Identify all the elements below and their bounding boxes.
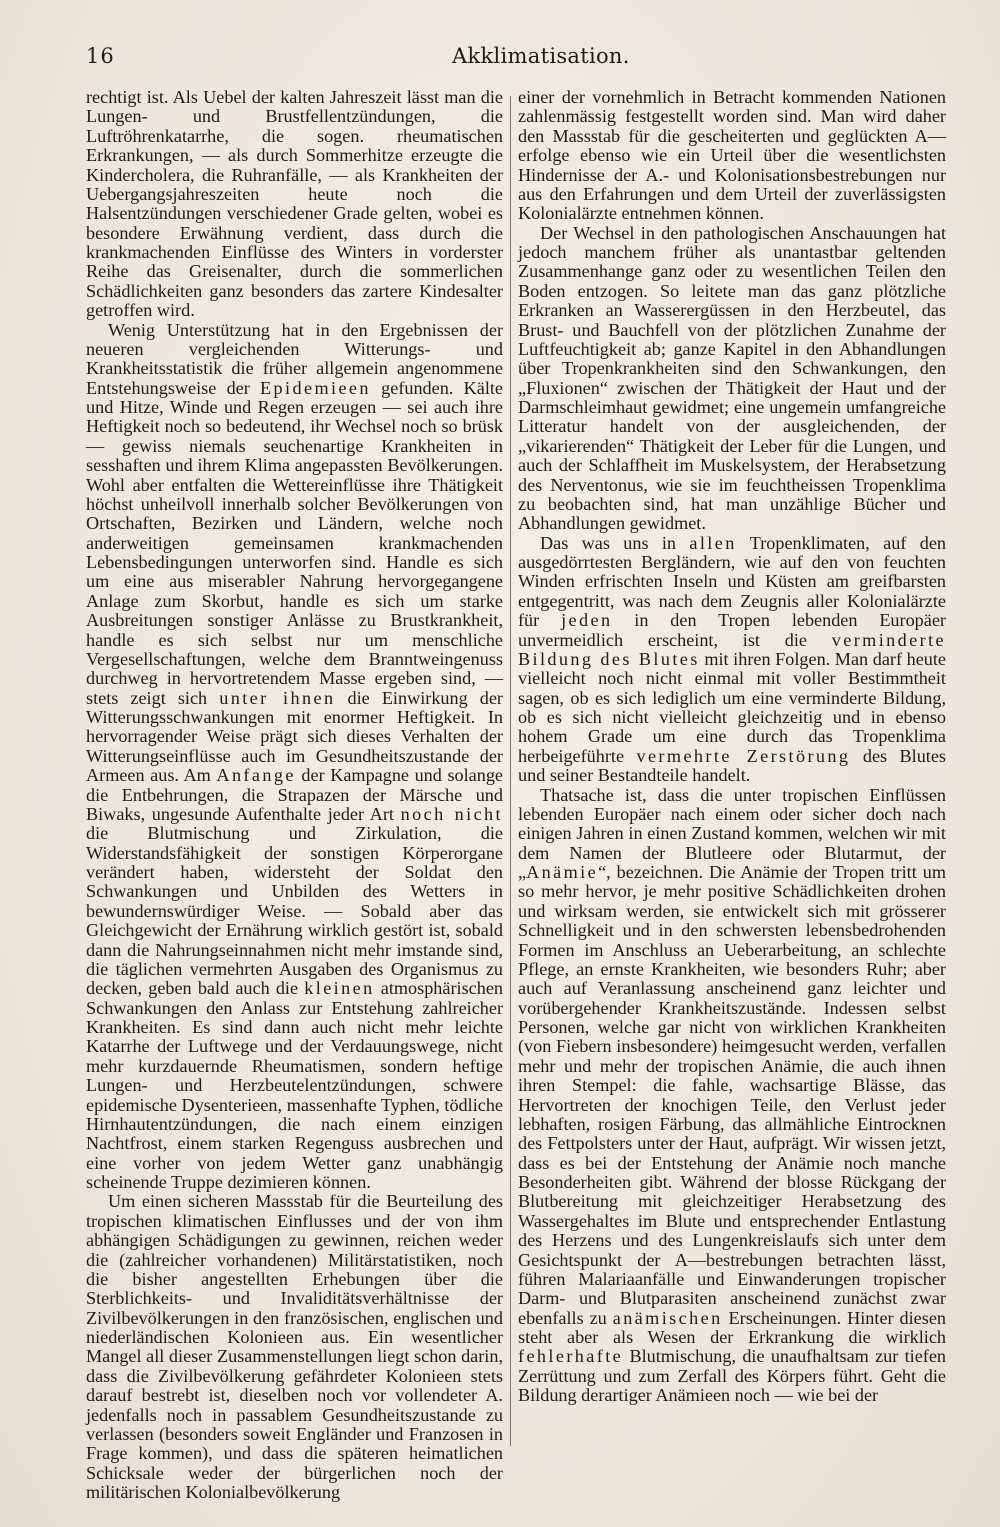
emphasized-text: fehlerhafte: [518, 1346, 624, 1367]
paragraph: [518, 534, 946, 786]
text-run: in den Tropen lebenden Europäer unvermeidlich erscheint, ist die: [518, 610, 946, 650]
text-run: die Einwirkung der Witterungsschwankungen mit enormer Heftigkeit. In hervorragender Weise prägt sich dieses Verhalten der Witterungseinflüsse auch im Gesundheitszustande der Armeen aus. Am: [86, 687, 503, 786]
paragraph: [86, 88, 503, 321]
paragraph: [86, 321, 503, 1193]
text-run: mit ihren Folgen. Man darf heute vielleicht noch nicht einmal mit voller Bestimmtheit sagen, ob es sich lediglich um eine verminderte Bildung, ob es sich nicht vielleicht gleichzeitig und in ebenso hohem Grade um eine durch das Tropenklima herbeigeführte: [518, 648, 946, 766]
text-run: einer der vornehmlich in Betracht kommenden Nationen zahlenmässig festgestellt worden sind. Man wird daher den Massstab für die gescheiterten und geglückten A—erfolge ebenso wie ein Urteil über die wesentlichsten Hindernisse der A.- und Kolonisationsbestrebungen nur aus den Erfahrungen und dem Urteil der zuverlässigsten Kolonialärzte entnehmen können.: [518, 87, 946, 224]
text-column-right: [518, 88, 946, 1406]
text-run: Der Wechsel in den pathologischen Anschauungen hat jedoch manchem früher als unantastbar geltenden Zusammenhange ganz oder zu wesentlichen Teilen den Boden entzogen. So leitete man das ganz plötzliche Erkranken an Wasserergüssen in den Herzbeutel, das Brust- und Bauchfell von der plötzlichen Zunahme der Luftfeuchtigkeit ab; ganze Kapitel in den Abhandlungen über Tropenkrankheiten sind den Schwankungen, den „Fluxionen“ zwischen der Thätigkeit der Haut und der Darmschleimhaut gewidmet; eine ungemein umfangreiche Litteratur handelt von der ausgleichenden, der „vikarierenden“ Thätigkeit der Leber für die Lungen, und auch der Schlaffheit im Muskelsystem, der Herabsetzung des Nerventonus, wie sie im feuchtheissen Tropenklima zu beobachten sind, hat man unzählige Bücher und Abhandlungen gewidmet.: [518, 222, 946, 534]
text-run: “, bezeichnen. Die Anämie der Tropen tritt um so mehr hervor, je mehr positive Schädlichkeiten drohen und wirksam werden, sie entwickelt sich mit grösserer Schnelligkeit und in den schwersten lebensbedrohenden Formen im Anschluss an Ueberarbeitung, an schlechte Pflege, an ernste Krankheiten, wie besonders Ruhr; aber auch auf Veranlassung anscheinend ganz leichter und vorübergehender Krankheitszustände. Indessen selbst Personen, welche gar nicht von wirklichen Krankheiten (von Fiebern insbesondere) heimgesucht werden, verfallen mehr und mehr der tropischen Anämie, die auch ihnen ihren Stempel: die fahle, wachsartige Blässe, das Hervortreten der knochigen Teile, den Verlust jeder lebhaften, rosigen Färbung, das allmähliche Eintrocknen des Fettpolsters unter der Haut, aufprägt. Wir wissen jetzt, dass es bei der Entstehung der Anämie noch manche Besonderheiten gibt. Während der blosse Rückgang der Blutbereitung mit gleichzeitiger Herabsetzung des Wassergehaltes im Blute und entsprechender Entlastung des Herzens und des Lungenkreislaufs sich unter dem Gesichtspunkt der A—bestrebungen betrachten lässt, führen Malariaanfälle und Einwanderungen tropischer Darm- und Blutparasiten anscheinend zunächst zwar ebenfalls zu: [518, 862, 946, 1328]
paragraph: [86, 1192, 503, 1502]
text-column-left: [86, 88, 503, 1502]
text-run: des Blutes und seiner Bestandteile handelt.: [518, 745, 946, 786]
paragraph: [518, 224, 946, 534]
text-run: Wenig Unterstützung hat in den Ergebnissen der neueren vergleichenden Witterungs- und Krankheitsstatistik die früher allgemein angenommene Entstehungsweise der: [86, 319, 503, 398]
paragraph: [518, 88, 946, 224]
running-title: Akklimatisation.: [452, 44, 630, 68]
text-run: Thatsache ist, dass die unter tropischen Einflüssen lebenden Europäer nach einem oder sicher doch nach einigen Jahren in einen Zustand kommen, welchen wir mit dem Namen der Blutleere oder Blutarmut, der „: [518, 784, 946, 882]
emphasized-text: jeden: [561, 610, 613, 631]
emphasized-text: kleinen: [304, 978, 375, 999]
text-run: die Blutmischung und Zirkulation, die Widerstandsfähigkeit der sonstigen Körperorgane verändert haben, widersteht der Soldat den Schwankungen und Unbilden des Wetters in bewundernswürdiger Weise. — Sobald aber das Gleichgewicht der Ernährung wirklich gestört ist, sobald dann die Nahrungseinnahmen nicht mehr imstande sind, die täglichen vermehrten Ausgaben des Organismus zu decken, geben bald auch die: [86, 823, 503, 999]
paragraph: [518, 786, 946, 1406]
emphasized-text: vermehrte Zerstörung: [636, 745, 851, 766]
emphasized-text: allen: [689, 532, 737, 553]
text-run: gefunden. Kälte und Hitze, Winde und Regen erzeugen — sei auch ihre Heftigkeit noch so bedeutend, ihr Wechsel noch so brüsk — gewiss niemals seuchenartige Krankheiten in sesshaften und ihrem Klima angepassten Bevölkerungen. Wohl aber entfalten die Wettereinflüsse ihre Thätigkeit höchst unheilvoll innerhalb solcher Bevölkerungen von Ortschaften, Bezirken und Ländern, welche noch anderweitigen gemeinsamen krankmachenden Lebensbedingungen unterworfen sind. Handle es sich um eine aus miserabler Nahrung hervorgegangene Anlage zum Skorbut, handle es sich um starke Ausbreitungen sonstiger Anlässe zu Brustkrankheit, handle es sich selbst nur um menschliche Vergesellschaftungen, welche dem Branntweingenuss durchweg in hervortretendem Masse ergeben sind, — stets zeigt sich: [86, 377, 503, 708]
emphasized-text: verminderte Bildung des Blutes: [518, 629, 946, 669]
emphasized-text: Anfange: [216, 765, 296, 786]
text-run: der Kampagne und solange die Entbehrungen, die Strapazen der Märsche und Biwaks, ungesunde Aufenthalte jeder Art: [86, 765, 503, 824]
emphasized-text: unter ihnen: [219, 687, 336, 708]
text-run: Erscheinungen. Hinter diesen steht aber als Wesen der Erkrankung die wirklich: [518, 1307, 946, 1347]
emphasized-text: anämischen: [612, 1307, 723, 1328]
text-run: atmosphärischen Schwankungen den Anlass zur Entstehung zahlreicher Krankheiten. Es sind dann auch nicht mehr leichte Katarrhe der Luftwege und der Verdauungswege, nicht mehr kurzdauernde Rheumatismen, sondern heftige Lungen- und Herzbeutelentzündungen, schwere epidemische Dysenterieen, massenhafte Typhen, tödliche Hirnhautentzündungen, die nach einem einzigen Nachtfrost, einem starken Regenguss ausbrechen und eine vorher von jedem Wetter ganz unabhängig scheinende Truppe dezimieren können.: [86, 978, 503, 1192]
text-run: Um einen sicheren Massstab für die Beurteilung des tropischen klimatischen Einflusses und der von ihm abhängigen Schädigungen zu gewinnen, reichen weder die (zahlreicher vorhandenen) Militärstatistiken, noch die bisher angestellten Erhebungen über die Sterblichkeits- und Invaliditätsverhältnisse der Zivilbevölkerungen in den französischen, englischen und niederländischen Kolonieen aus. Ein wesentlicher Mangel all dieser Zusammenstellungen liegt schon darin, dass die Zivilbevölkerung gefährdeter Kolonieen stets darauf bestrebt ist, dieselben noch vor vollendeter A. jedenfalls noch in passablem Gesundheitszustande zu verlassen (besonders soweit Engländer und Franzosen in Frage kommen), und dass die späteren heimatlichen Schicksale weder der bürgerlichen noch der militärischen Kolonialbevölkerung: [86, 1191, 503, 1502]
page-number: 16: [86, 44, 115, 68]
text-run: Das was uns in: [540, 532, 690, 553]
page-header: [86, 44, 946, 74]
emphasized-text: noch nicht: [400, 803, 503, 824]
text-run: Blutmischung, die unaufhaltsam zur tiefen Zerrüttung und zum Zerfall des Körpers führt. Geht die Bildung derartiger Anämieen noch — wie bei der: [518, 1346, 946, 1406]
column-divider: [510, 96, 511, 1446]
emphasized-text: Anämie: [526, 862, 599, 882]
emphasized-text: Epidemieen: [260, 377, 371, 398]
text-run: rechtigt ist. Als Uebel der kalten Jahreszeit lässt man die Lungen- und Brustfellentzündungen, die Luftröhrenkatarrhe, die sogen. rheumatischen Erkrankungen, — als durch Sommerhitze erzeugte die Kindercholera, die Ruhranfälle, — als Krankheiten der Uebergangsjahreszeiten heute noch die Halsentzündungen verschiedener Grade gelten, wobei es besondere Erwähnung verdient, dass durch die krankmachenden Einflüsse des Winters in vorderster Reihe das Greisenalter, durch die sommerlichen Schädlichkeiten ganz besonders das zartere Kindesalter getroffen wird.: [86, 87, 503, 321]
text-run: Tropenklimaten, auf den ausgedörrtesten Bergländern, wie auf den von feuchten Winden erfrischten Inseln und Küsten am greifbarsten entgegentritt, was nach dem Zeugnis aller Kolonialärzte für: [518, 532, 946, 631]
